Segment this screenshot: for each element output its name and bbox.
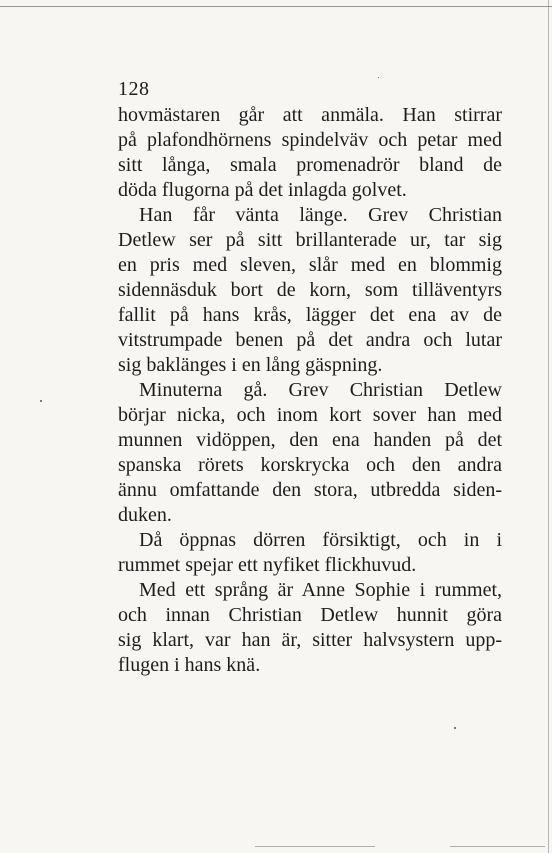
paragraph-text (118, 203, 502, 378)
paragraph (118, 528, 502, 578)
text-line: Med ett språng är Anne Sophie i rummet, (139, 579, 502, 601)
text-line: duken. (118, 504, 172, 526)
paragraph-text (118, 378, 502, 528)
paragraph-text (118, 528, 502, 578)
paragraph-text (118, 103, 502, 203)
paragraph (118, 378, 502, 528)
text-line: ännu omfattande den stora, utbredda siden- (118, 479, 502, 501)
text-line: en pris med sleven, slår med en blommig (118, 254, 502, 276)
scan-speck (454, 727, 456, 729)
text-line: sig klart, var han är, sitter halvsystern upp- (118, 629, 502, 651)
paragraph (118, 103, 502, 203)
bottom-scan-mark (255, 846, 375, 847)
text-line: döda flugorna på det inlagda golvet. (118, 179, 407, 201)
paragraph (118, 578, 502, 678)
scan-speck (40, 400, 42, 402)
text-line: munnen vidöppen, den ena handen på det (118, 429, 502, 451)
scan-speck (378, 77, 379, 78)
text-line: hovmästaren går att anmäla. Han stirrar (118, 104, 502, 126)
page-number: 128 (118, 78, 150, 100)
text-line: sidennäsduk bort de korn, som tilläventyrs (118, 279, 502, 301)
text-line: spanska rörets korskrycka och den andra (118, 454, 502, 476)
text-line: på plafondhörnens spindelväv och petar med (118, 129, 502, 151)
text-line: Minuterna gå. Grev Christian Detlew (139, 379, 502, 401)
text-line: Då öppnas dörren försiktigt, och in i (139, 529, 502, 551)
text-line: vitstrumpade benen på det andra och lutar (118, 329, 502, 351)
paragraph-text (118, 578, 502, 678)
text-line: rummet spejar ett nyfiket flickhuvud. (118, 554, 417, 576)
top-edge-rule (0, 6, 552, 7)
text-line: fallit på hans krås, lägger det ena av de (118, 304, 502, 326)
text-line: sitt långa, smala promenadrör bland de (118, 154, 502, 176)
text-line: börjar nicka, och inom kort sover han med (118, 404, 502, 426)
bottom-scan-mark (450, 846, 545, 847)
text-line: och innan Christian Detlew hunnit göra (118, 604, 502, 626)
paragraph (118, 203, 502, 378)
right-page-edge (548, 0, 549, 853)
text-line: Han får vänta länge. Grev Christian (139, 204, 502, 226)
body-text (118, 103, 502, 678)
text-line: Detlew ser på sitt brillanterade ur, tar sig (118, 229, 502, 251)
text-line: flugen i hans knä. (118, 654, 261, 676)
text-line: sig baklänges i en lång gäspning. (118, 354, 383, 376)
